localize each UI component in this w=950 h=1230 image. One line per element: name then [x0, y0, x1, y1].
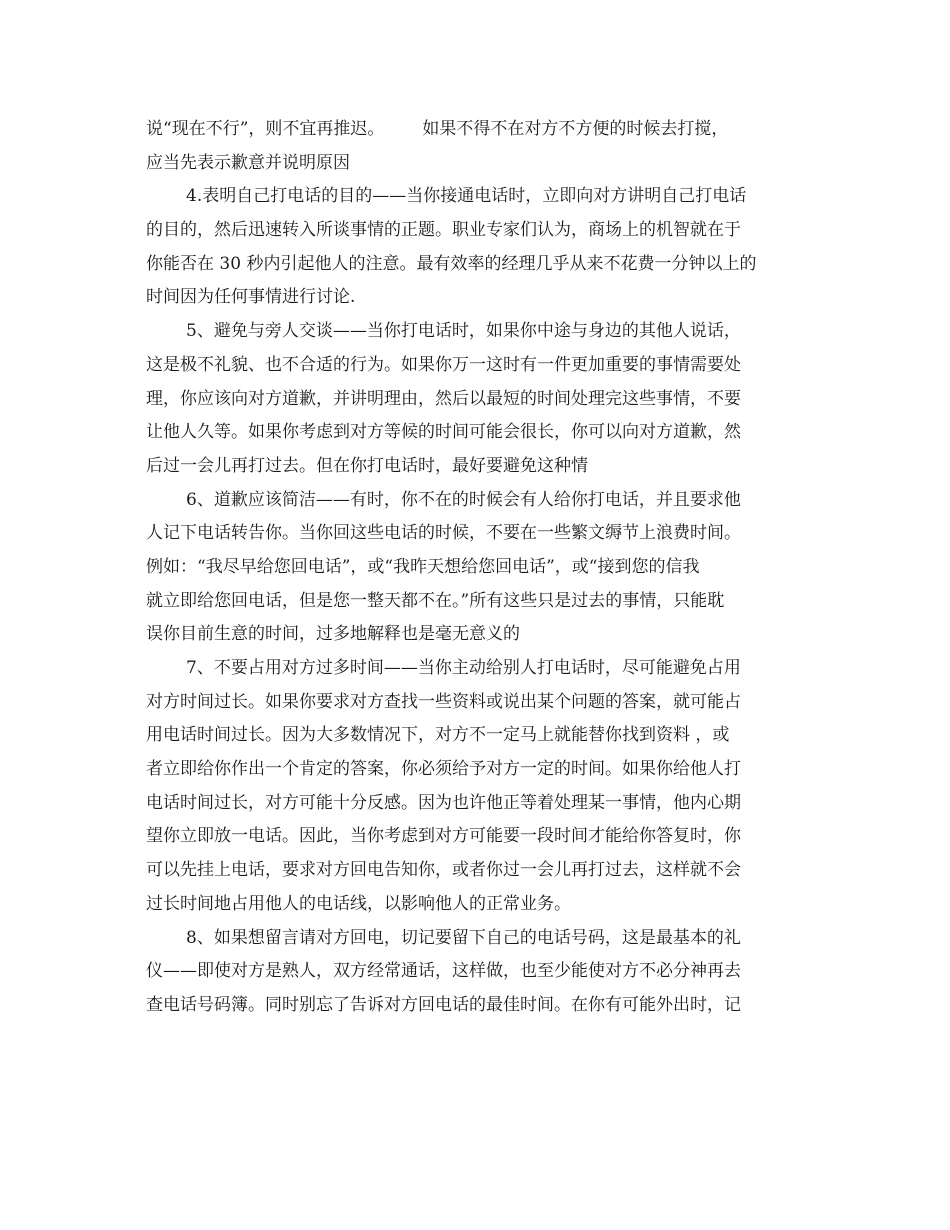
text-line: 者立即给你作出一个肯定的答案，你必须给予对方一定的时间。如果你给他人打 — [146, 759, 741, 780]
text-line-part: 说“现在不行”，则不宜再推迟。 — [146, 119, 385, 139]
text-line: 理，你应该向对方道歉，并讲明理由，然后以最短的时间处理完这些事情，不要 — [146, 388, 741, 409]
paragraph-start-line: 8、如果想留言请对方回电，切记要留下自己的电话号码，这是最基本的礼 — [186, 927, 741, 948]
document-body — [146, 113, 810, 1023]
paragraph-start-line: 4.表明自己打电话的目的——当你接通电话时，立即向对方讲明自己打电话 — [186, 186, 747, 207]
text-line: 例如：“我尽早给您回电话”，或“我昨天想给您回电话”，或“接到您的信我 — [146, 556, 700, 577]
text-line: 人记下电话转告你。当你回这些电话的时候，不要在一些繁文缛节上浪费时间。 — [146, 523, 741, 544]
text-line: 你能否在 30 秒内引起他人的注意。最有效率的经理几乎从来不花费一分钟以上的 — [146, 253, 757, 274]
text-line: 过长时间地占用他人的电话线，以影响他人的正常业务。 — [146, 893, 571, 914]
text-line: 误你目前生意的时间，过多地解释也是毫无意义的 — [146, 624, 520, 645]
text-line: 就立即给您回电话，但是您一整天都不在。”所有这些只是过去的事情，只能耽 — [146, 590, 725, 611]
text-line — [146, 113, 810, 147]
paragraph-start-line: 7、不要占用对方过多时间——当你主动给别人打电话时，尽可能避免占用 — [186, 658, 741, 678]
paragraph-start-line: 5、避免与旁人交谈——当你打电话时，如果你中途与身边的其他人说话， — [186, 321, 741, 342]
text-line: 仪——即使对方是熟人，双方经常通话，这样做，也至少能使对方不必分神再去 — [146, 961, 741, 982]
text-line: 对方时间过长。如果你要求对方查找一些资料或说出某个问题的答案，就可能占 — [146, 691, 741, 712]
text-line: 后过一会儿再打过去。但在你打电话时，最好要避免这种情 — [146, 455, 588, 476]
text-line-part: 如果不得不在对方不方便的时候去打搅， — [422, 119, 729, 139]
text-line: 应当先表示歉意并说明原因 — [146, 152, 350, 173]
text-line: 时间因为任何事情进行讨论. — [146, 287, 356, 308]
text-line: 这是极不礼貌、也不合适的行为。如果你万一这时有一件更加重要的事情需要处 — [146, 354, 741, 375]
text-line: 望你立即放一电话。因此，当你考虑到对方可能要一段时间才能给你答复时，你 — [146, 826, 741, 847]
text-line: 用电话时间过长。因为大多数情况下，对方不一定马上就能替你找到资料 ，或 — [146, 725, 730, 746]
text-line: 的目的，然后迅速转入所谈事情的正题。职业专家们认为，商场上的机智就在于 — [146, 220, 741, 241]
text-line: 查电话号码簿。同时别忘了告诉对方回电话的最佳时间。在你有可能外出时，记 — [146, 994, 741, 1015]
text-line: 可以先挂上电话，要求对方回电告知你，或者你过一会儿再打过去，这样就不会 — [146, 860, 741, 881]
text-line: 电话时间过长，对方可能十分反感。因为也许他正等着处理某一事情，他内心期 — [146, 792, 741, 813]
text-line: 让他人久等。如果你考虑到对方等候的时间可能会很长，你可以向对方道歉，然 — [146, 422, 741, 443]
paragraph-start-line: 6、道歉应该简洁——有时，你不在的时候会有人给你打电话，并且要求他 — [186, 489, 741, 510]
